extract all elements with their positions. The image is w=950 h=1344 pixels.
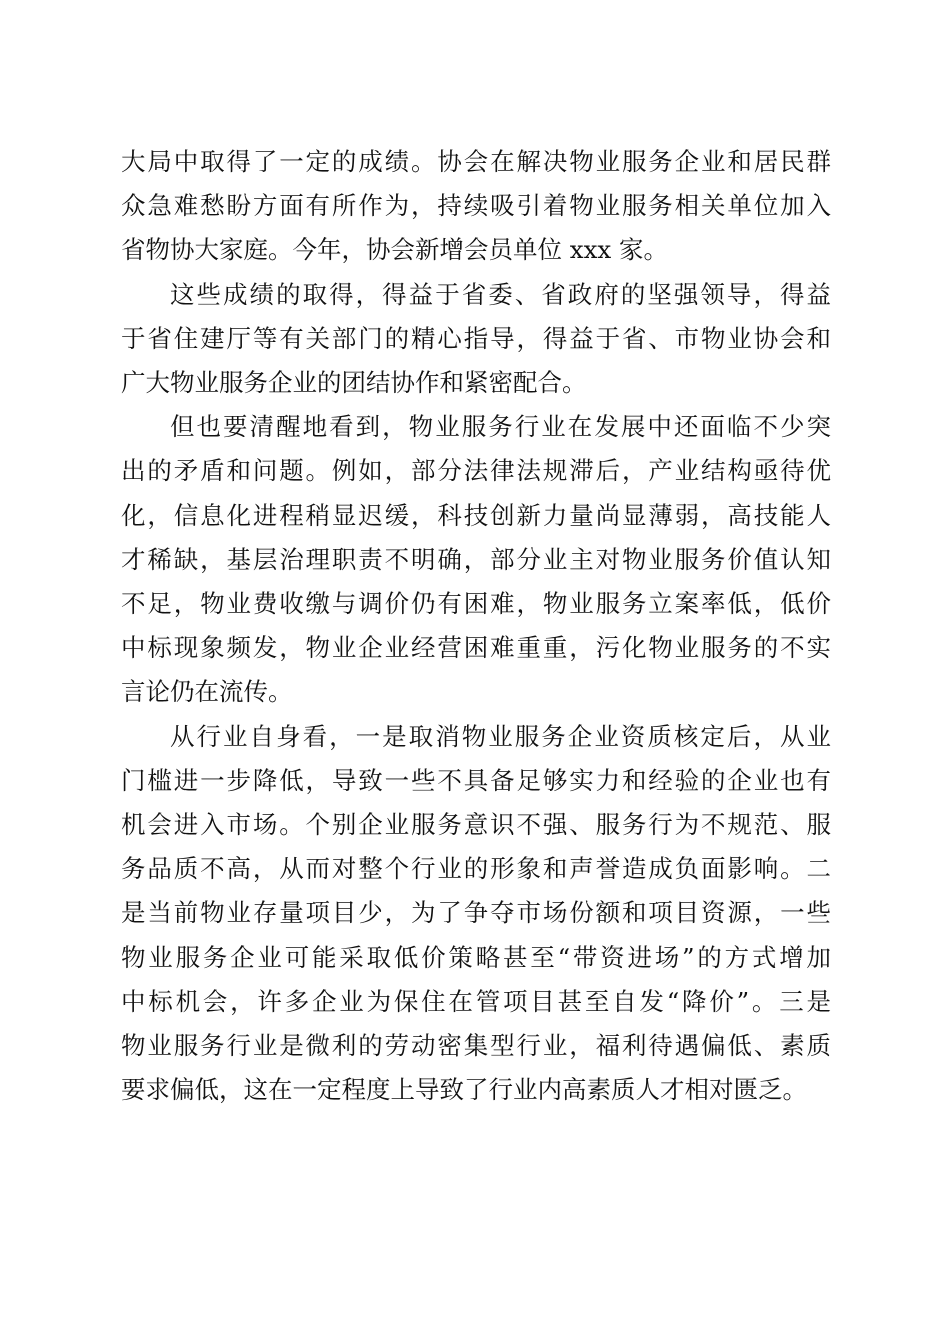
paragraph-problems xyxy=(121,405,831,714)
paragraph-acknowledgements xyxy=(121,273,831,406)
text-line: 出的矛盾和问题。例如，部分法律法规滞后，产业结构亟待优 xyxy=(121,456,831,486)
text-line: 机会进入市场。个别企业服务意识不强、服务行为不规范、服 xyxy=(121,810,831,840)
text-line: 从行业自身看，一是取消物业服务企业资质核定后，从业 xyxy=(170,721,831,751)
text-line: 但也要清醒地看到，物业服务行业在发展中还面临不少突 xyxy=(170,412,831,442)
text-line: 化，信息化进程稍显迟缓，科技创新力量尚显薄弱，高技能人 xyxy=(121,500,831,530)
text-line: 要求偏低，这在一定程度上导致了行业内高素质人才相对匮乏。 xyxy=(121,1075,807,1105)
text-line: 门槛进一步降低，导致一些不具备足够实力和经验的企业也有 xyxy=(121,765,831,795)
text-line: 中标机会，许多企业为保住在管项目甚至自发“降价”。三是 xyxy=(121,986,831,1016)
text-line: 于省住建厅等有关部门的精心指导，得益于省、市物业协会和 xyxy=(121,323,831,353)
text-line: 务品质不高，从而对整个行业的形象和声誉造成负面影响。二 xyxy=(121,854,831,884)
text-line: 众急难愁盼方面有所作为，持续吸引着物业服务相关单位加入 xyxy=(121,191,831,221)
text-line: 不足，物业费收缴与调价仍有困难，物业服务立案率低，低价 xyxy=(121,589,831,619)
text-line: 广大物业服务企业的团结协作和紧密配合。 xyxy=(121,368,587,398)
text-line: 言论仍在流传。 xyxy=(121,677,293,707)
text-line: 大局中取得了一定的成绩。协会在解决物业服务企业和居民群 xyxy=(121,147,831,176)
text-line: 物业服务行业是微利的劳动密集型行业，福利待遇偏低、素质 xyxy=(121,1031,831,1061)
text-line: 这些成绩的取得，得益于省委、省政府的坚强领导，得益 xyxy=(170,279,831,309)
paragraph-industry-analysis xyxy=(121,715,831,1113)
text-line: 才稀缺，基层治理职责不明确，部分业主对物业服务价值认知 xyxy=(121,544,831,574)
text-line: 是当前物业存量项目少，为了争夺市场份额和项目资源，一些 xyxy=(121,898,831,928)
text-line: 中标现象频发，物业企业经营困难重重，污化物业服务的不实 xyxy=(121,633,831,663)
document-body xyxy=(121,140,831,1112)
text-line: 物业服务企业可能采取低价策略甚至“带资进场”的方式增加 xyxy=(121,942,831,972)
text-line: 省物协大家庭。今年，协会新增会员单位 xxx 家。 xyxy=(121,235,669,265)
paragraph-achievements xyxy=(121,140,831,273)
